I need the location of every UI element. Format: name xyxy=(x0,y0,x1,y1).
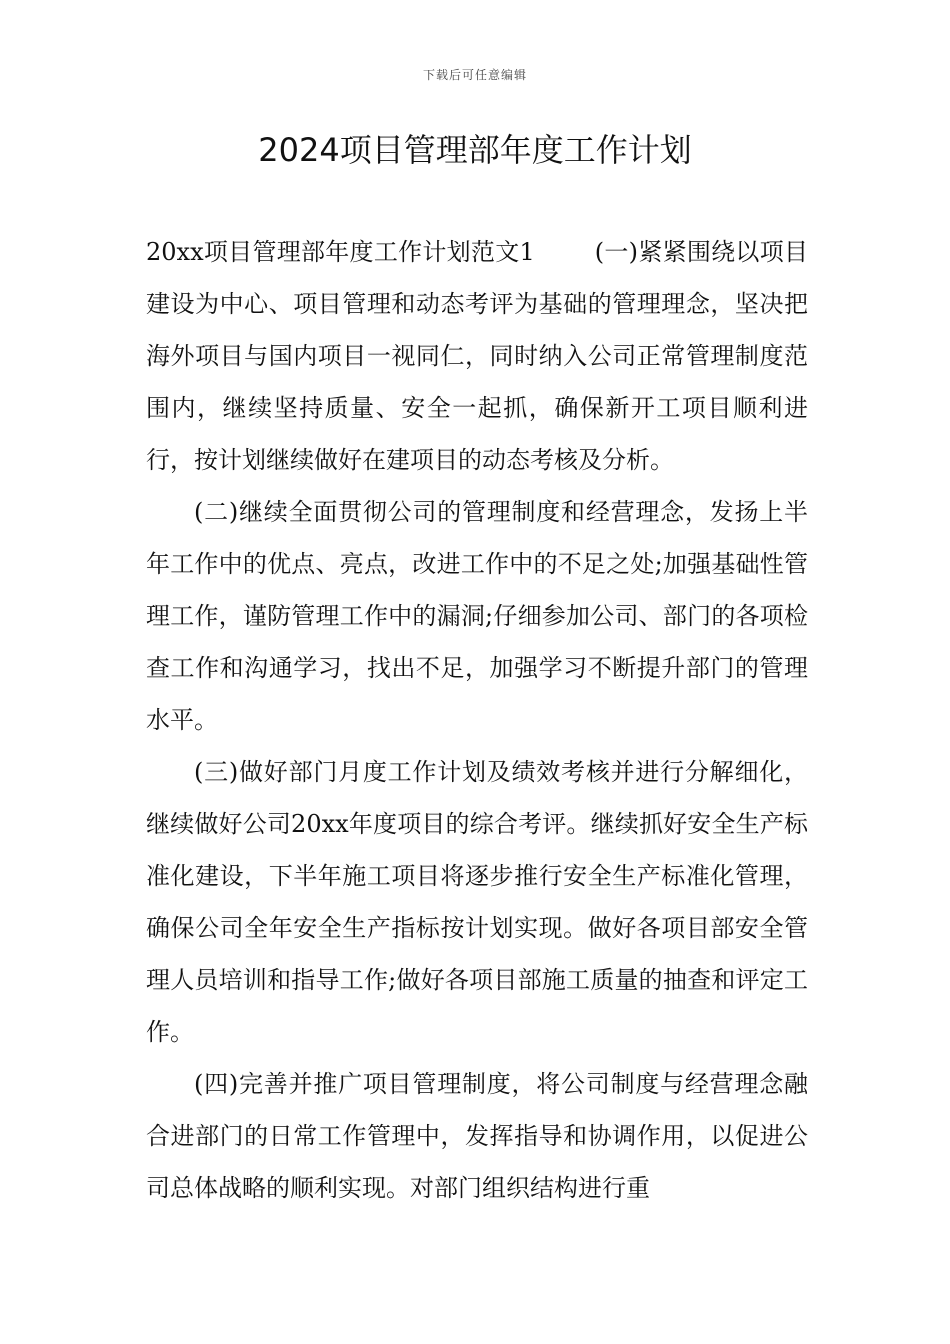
paragraph-2: (二)继续全面贯彻公司的管理制度和经营理念，发扬上半年工作中的优点、亮点，改进工作中的不足之处;加强基础性管理工作，谨防管理工作中的漏洞;仔细参加公司、部门的各项检查工作和沟通学习，找出不足，加强学习不断提升部门的管理水平。 xyxy=(146,498,808,734)
paragraph-1-text: (一)紧紧围绕以项目建设为中心、项目管理和动态考评为基础的管理理念，坚决把海外项目与国内项目一视同仁，同时纳入公司正常管理制度范围内，继续坚持质量、安全一起抓，确保新开工项目顺利进行，按计划继续做好在建项目的动态考核及分析。 xyxy=(146,238,808,474)
document-title: 2024项目管理部年度工作计划 xyxy=(258,131,692,169)
paragraph-4: (四)完善并推广项目管理制度，将公司制度与经营理念融合进部门的日常工作管理中，发挥指导和协调作用，以促进公司总体战略的顺利实现。对部门组织结构进行重 xyxy=(146,1070,808,1202)
intro-label: 20xx项目管理部年度工作计划范文1 xyxy=(146,238,535,266)
paragraph-1 xyxy=(146,226,808,486)
paragraph-3: (三)做好部门月度工作计划及绩效考核并进行分解细化，继续做好公司20xx年度项目的综合考评。继续抓好安全生产标准化建设，下半年施工项目将逐步推行安全生产标准化管理，确保公司全年安全生产指标按计划实现。做好各项目部安全管理人员培训和指导工作;做好各项目部施工质量的抽查和评定工作。 xyxy=(146,758,808,1046)
header-note: 下载后可任意编辑 xyxy=(422,68,527,82)
document-body xyxy=(146,226,808,1214)
